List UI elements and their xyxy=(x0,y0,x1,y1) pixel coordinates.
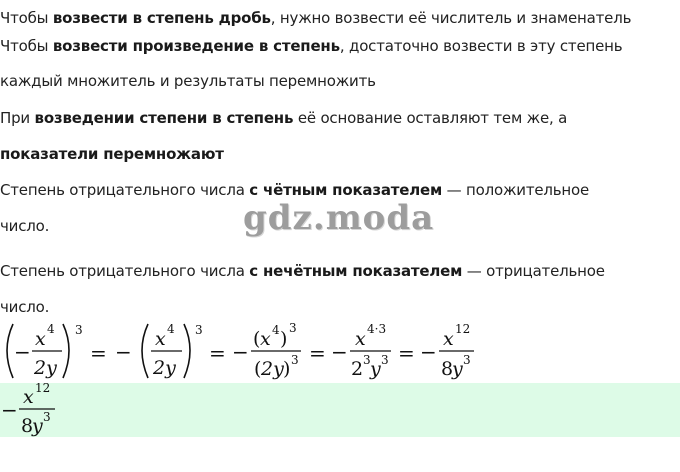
rule-text: , нужно возвести её числитель и знаменатель xyxy=(270,9,632,27)
rule-text-bold: с нечётным показателем xyxy=(249,262,463,280)
equation xyxy=(0,320,680,390)
rule-line-2 xyxy=(0,36,622,56)
denominator-exp-3: 3 xyxy=(291,353,299,367)
answer-expression xyxy=(0,382,80,438)
rule-line-3 xyxy=(0,71,376,91)
equals-2: = xyxy=(209,341,226,365)
numerator-base-1: x xyxy=(35,328,46,350)
rule-line-6 xyxy=(0,180,589,200)
answer-minus-sign: − xyxy=(1,398,18,422)
denominator-b-exp-4: 3 xyxy=(381,353,389,367)
denominator-close-paren-3: ) xyxy=(283,358,291,380)
rule-line-1 xyxy=(0,8,631,28)
rule-line-5 xyxy=(0,144,224,164)
rule-text: её основание оставляют тем же, а xyxy=(293,109,568,127)
equals-3: = xyxy=(309,341,326,365)
answer-denominator-b: y xyxy=(32,415,43,437)
rule-text-bold: возвести произведение в степень xyxy=(52,37,340,55)
denominator-a-4: 2 xyxy=(351,358,364,380)
rule-text: число. xyxy=(0,298,50,316)
numerator-exp-2: 4 xyxy=(167,322,175,336)
minus-sign-2: − xyxy=(115,340,132,364)
rule-text: При xyxy=(0,109,35,127)
numerator-base-5: x xyxy=(443,328,454,350)
denominator-a-5: 8 xyxy=(441,358,454,380)
watermark-logo: gdz.moda xyxy=(243,198,435,238)
rule-text: Чтобы xyxy=(0,9,53,27)
denominator-2: 2y xyxy=(153,357,176,379)
answer-denominator-b-exp: 3 xyxy=(43,410,51,424)
rule-text: число. xyxy=(0,217,50,235)
minus-sign-3: − xyxy=(232,340,249,364)
numerator-inner-exp-3: 4 xyxy=(272,323,280,337)
rule-text: Степень отрицательного числа xyxy=(0,181,250,199)
minus-sign-1: − xyxy=(14,340,31,364)
rule-text: каждый множитель и результаты перемножить xyxy=(0,72,376,90)
denominator-1: 2y xyxy=(34,357,57,379)
outer-exp-1: 3 xyxy=(75,323,83,337)
numerator-outer-exp-3: 3 xyxy=(289,321,297,335)
rule-text: Чтобы xyxy=(0,37,53,55)
left-paren-1 xyxy=(7,324,13,378)
denominator-b-exp-5: 3 xyxy=(463,353,471,367)
equals-4: = xyxy=(398,341,415,365)
denominator-3: 2y xyxy=(261,358,284,380)
rule-text: — отрицательное xyxy=(462,262,605,280)
rule-line-4 xyxy=(0,108,567,128)
numerator-exp-1: 4 xyxy=(47,322,55,336)
rule-text: , достаточно возвести в эту степень xyxy=(339,37,623,55)
right-paren-1 xyxy=(63,324,69,378)
numerator-open-paren-3: ( xyxy=(253,328,261,350)
rule-line-8 xyxy=(0,261,605,281)
denominator-open-paren-3: ( xyxy=(254,358,262,380)
right-paren-2 xyxy=(184,324,190,378)
minus-sign-4: − xyxy=(331,340,348,364)
rule-text-bold: показатели перемножают xyxy=(0,145,224,163)
rule-line-9 xyxy=(0,297,49,317)
numerator-base-4: x xyxy=(355,328,366,350)
numerator-base-2: x xyxy=(155,328,166,350)
left-paren-2 xyxy=(142,324,148,378)
numerator-base-3: x xyxy=(260,328,271,350)
minus-sign-5: − xyxy=(420,340,437,364)
answer-numerator-exp: 12 xyxy=(35,382,51,395)
answer-numerator-base: x xyxy=(23,386,34,408)
answer-box xyxy=(0,383,680,437)
equals-1: = xyxy=(90,341,107,365)
denominator-b-4: y xyxy=(370,358,381,380)
numerator-exp-5: 12 xyxy=(455,322,471,336)
outer-exp-2: 3 xyxy=(195,323,203,337)
rule-text-bold: с чётным показателем xyxy=(249,181,443,199)
answer-denominator-a: 8 xyxy=(21,415,34,437)
numerator-close-paren-3: ) xyxy=(280,328,288,350)
rule-text: — положительное xyxy=(442,181,590,199)
denominator-a-exp-4: 3 xyxy=(363,353,371,367)
rule-text: Степень отрицательного числа xyxy=(0,262,250,280)
rule-text-bold: возведении степени в степень xyxy=(34,109,294,127)
denominator-b-5: y xyxy=(452,358,463,380)
numerator-exp-4: 4·3 xyxy=(367,322,387,336)
rule-text-bold: возвести в степень дробь xyxy=(52,9,271,27)
rule-line-7 xyxy=(0,216,49,236)
